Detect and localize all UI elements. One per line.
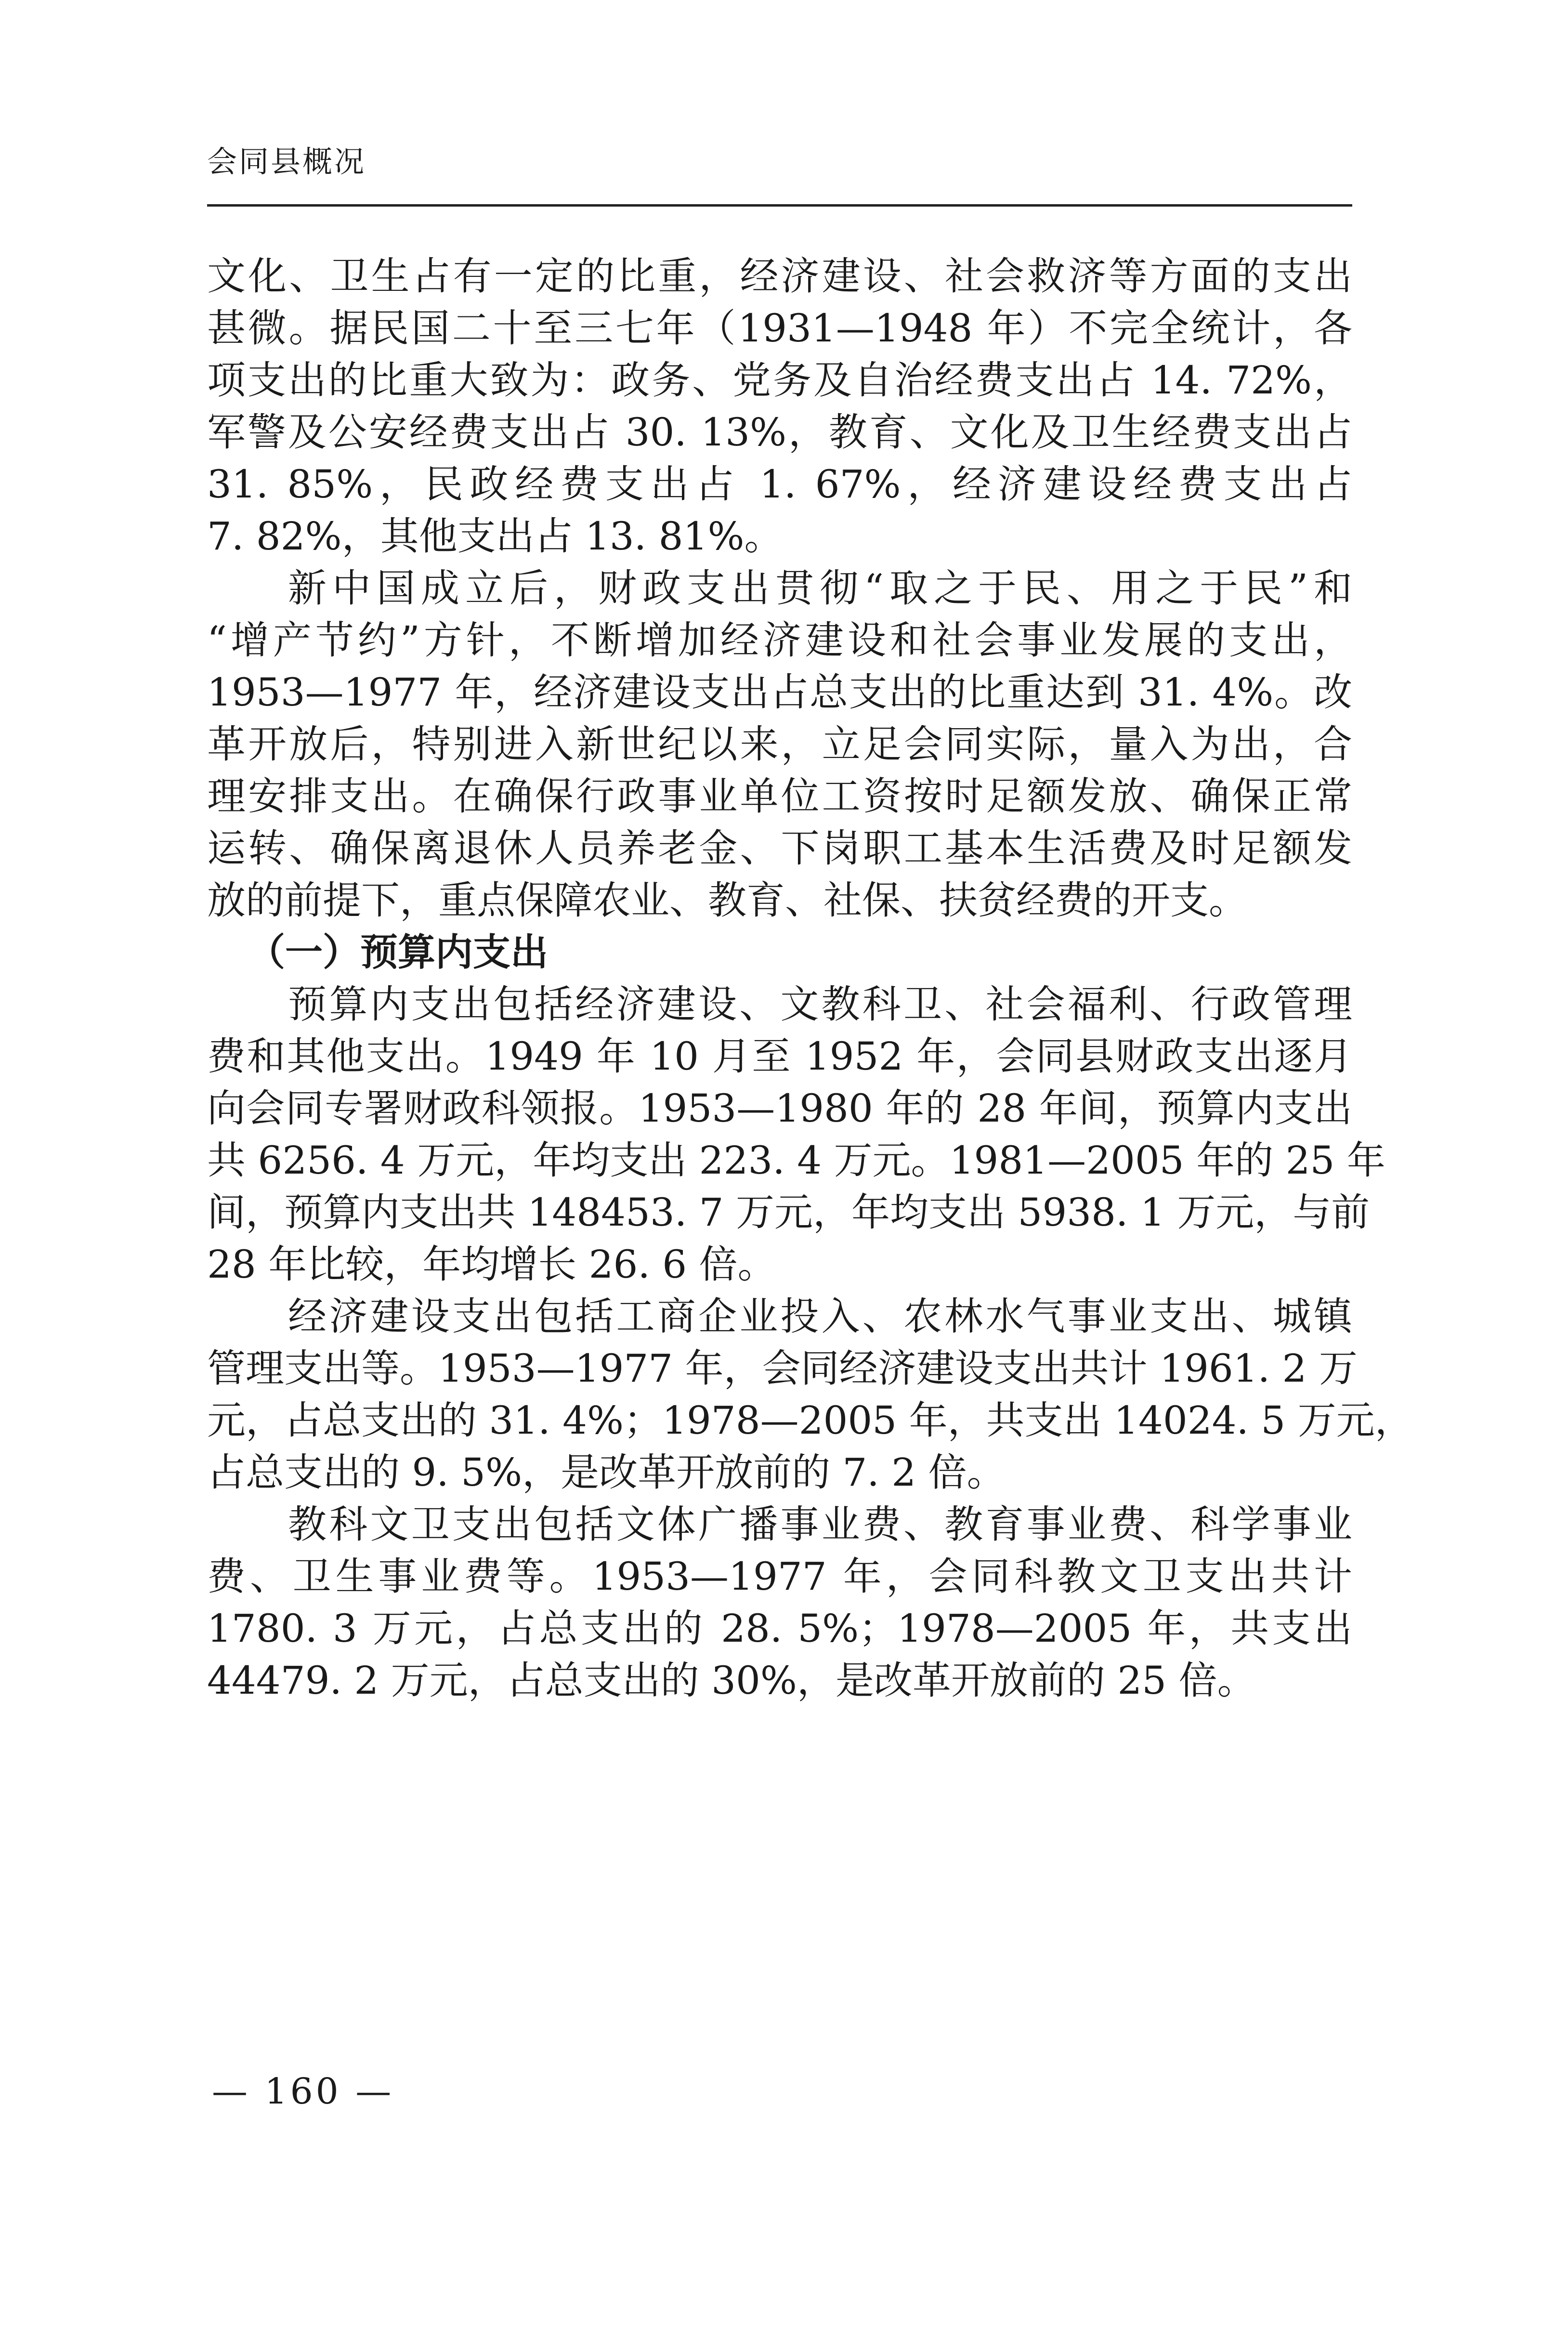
text-line: 31. 85%，民政经费支出占 1. 67%，经济建设经费支出占 <box>207 462 1352 507</box>
text-line: 间，预算内支出共 148453. 7 万元，年均支出 5938. 1 万元，与前 <box>207 1190 1370 1235</box>
section-heading: （一）预算内支出 <box>248 931 549 974</box>
page-number: — 160 — <box>212 2071 394 2112</box>
text-line: 预算内支出包括经济建设、文教科卫、社会福利、行政管理 <box>288 982 1352 1027</box>
text-line: 占总支出的 9. 5%，是改革开放前的 7. 2 倍。 <box>207 1450 1006 1495</box>
paragraph-education-science-culture-health <box>207 1499 1352 1707</box>
text-line: 放的前提下，重点保障农业、教育、社保、扶贫经费的开支。 <box>207 878 1247 923</box>
text-line: 革开放后，特别进入新世纪以来，立足会同实际，量入为出，合 <box>207 722 1352 767</box>
text-line: 费和其他支出。1949 年 10 月至 1952 年，会同县财政支出逐月 <box>207 1034 1352 1079</box>
paragraph-budget-expenditure <box>207 979 1385 1291</box>
header-rule <box>207 204 1352 207</box>
text-line: 经济建设支出包括工商企业投入、农林水气事业支出、城镇 <box>288 1294 1352 1339</box>
paragraph-new-china-policy <box>207 562 1352 927</box>
paragraph-republic-expenditure <box>207 250 1352 562</box>
text-line: 44479. 2 万元，占总支出的 30%，是改革开放前的 25 倍。 <box>207 1658 1256 1703</box>
text-line: 甚微。据民国二十至三七年（1931—1948 年）不完全统计，各 <box>207 306 1352 351</box>
paragraph-economic-construction <box>207 1291 1413 1499</box>
text-line: 28 年比较，年均增长 26. 6 倍。 <box>207 1242 776 1287</box>
text-line: 教科文卫支出包括文体广播事业费、教育事业费、科学事业 <box>288 1502 1352 1547</box>
text-line: 项支出的比重大致为：政务、党务及自治经费支出占 14. 72%， <box>207 358 1352 403</box>
body-text <box>207 250 1413 1707</box>
text-line: 1780. 3 万元，占总支出的 28. 5%；1978—2005 年，共支出 <box>207 1606 1352 1651</box>
text-line: 军警及公安经费支出占 30. 13%，教育、文化及卫生经费支出占 <box>207 410 1352 455</box>
text-line: 共 6256. 4 万元，年均支出 223. 4 万元。1981—2005 年的 25 年 <box>207 1138 1385 1183</box>
text-line: 管理支出等。1953—1977 年，会同经济建设支出共计 1961. 2 万 <box>207 1346 1358 1391</box>
text-line: 运转、确保离退休人员养老金、下岗职工基本生活费及时足额发 <box>207 826 1352 871</box>
text-line: 7. 82%，其他支出占 13. 81%。 <box>207 514 783 559</box>
text-line: 1953—1977 年，经济建设支出占总支出的比重达到 31. 4%。改 <box>207 670 1352 715</box>
text-line: “增产节约”方针，不断增加经济建设和社会事业发展的支出， <box>207 618 1352 663</box>
text-line: 元，占总支出的 31. 4%；1978—2005 年，共支出 14024. 5 万元， <box>207 1398 1413 1443</box>
text-line: 理安排支出。在确保行政事业单位工资按时足额发放、确保正常 <box>207 774 1352 819</box>
text-line: 费、卫生事业费等。1953—1977 年，会同科教文卫支出共计 <box>207 1554 1352 1599</box>
text-line: 新中国成立后，财政支出贯彻“取之于民、用之于民”和 <box>288 566 1352 611</box>
text-line: 向会同专署财政科领报。1953—1980 年的 28 年间，预算内支出 <box>207 1086 1352 1131</box>
text-line: 文化、卫生占有一定的比重，经济建设、社会救济等方面的支出 <box>207 254 1352 299</box>
running-head-title: 会同县概况 <box>207 144 366 179</box>
